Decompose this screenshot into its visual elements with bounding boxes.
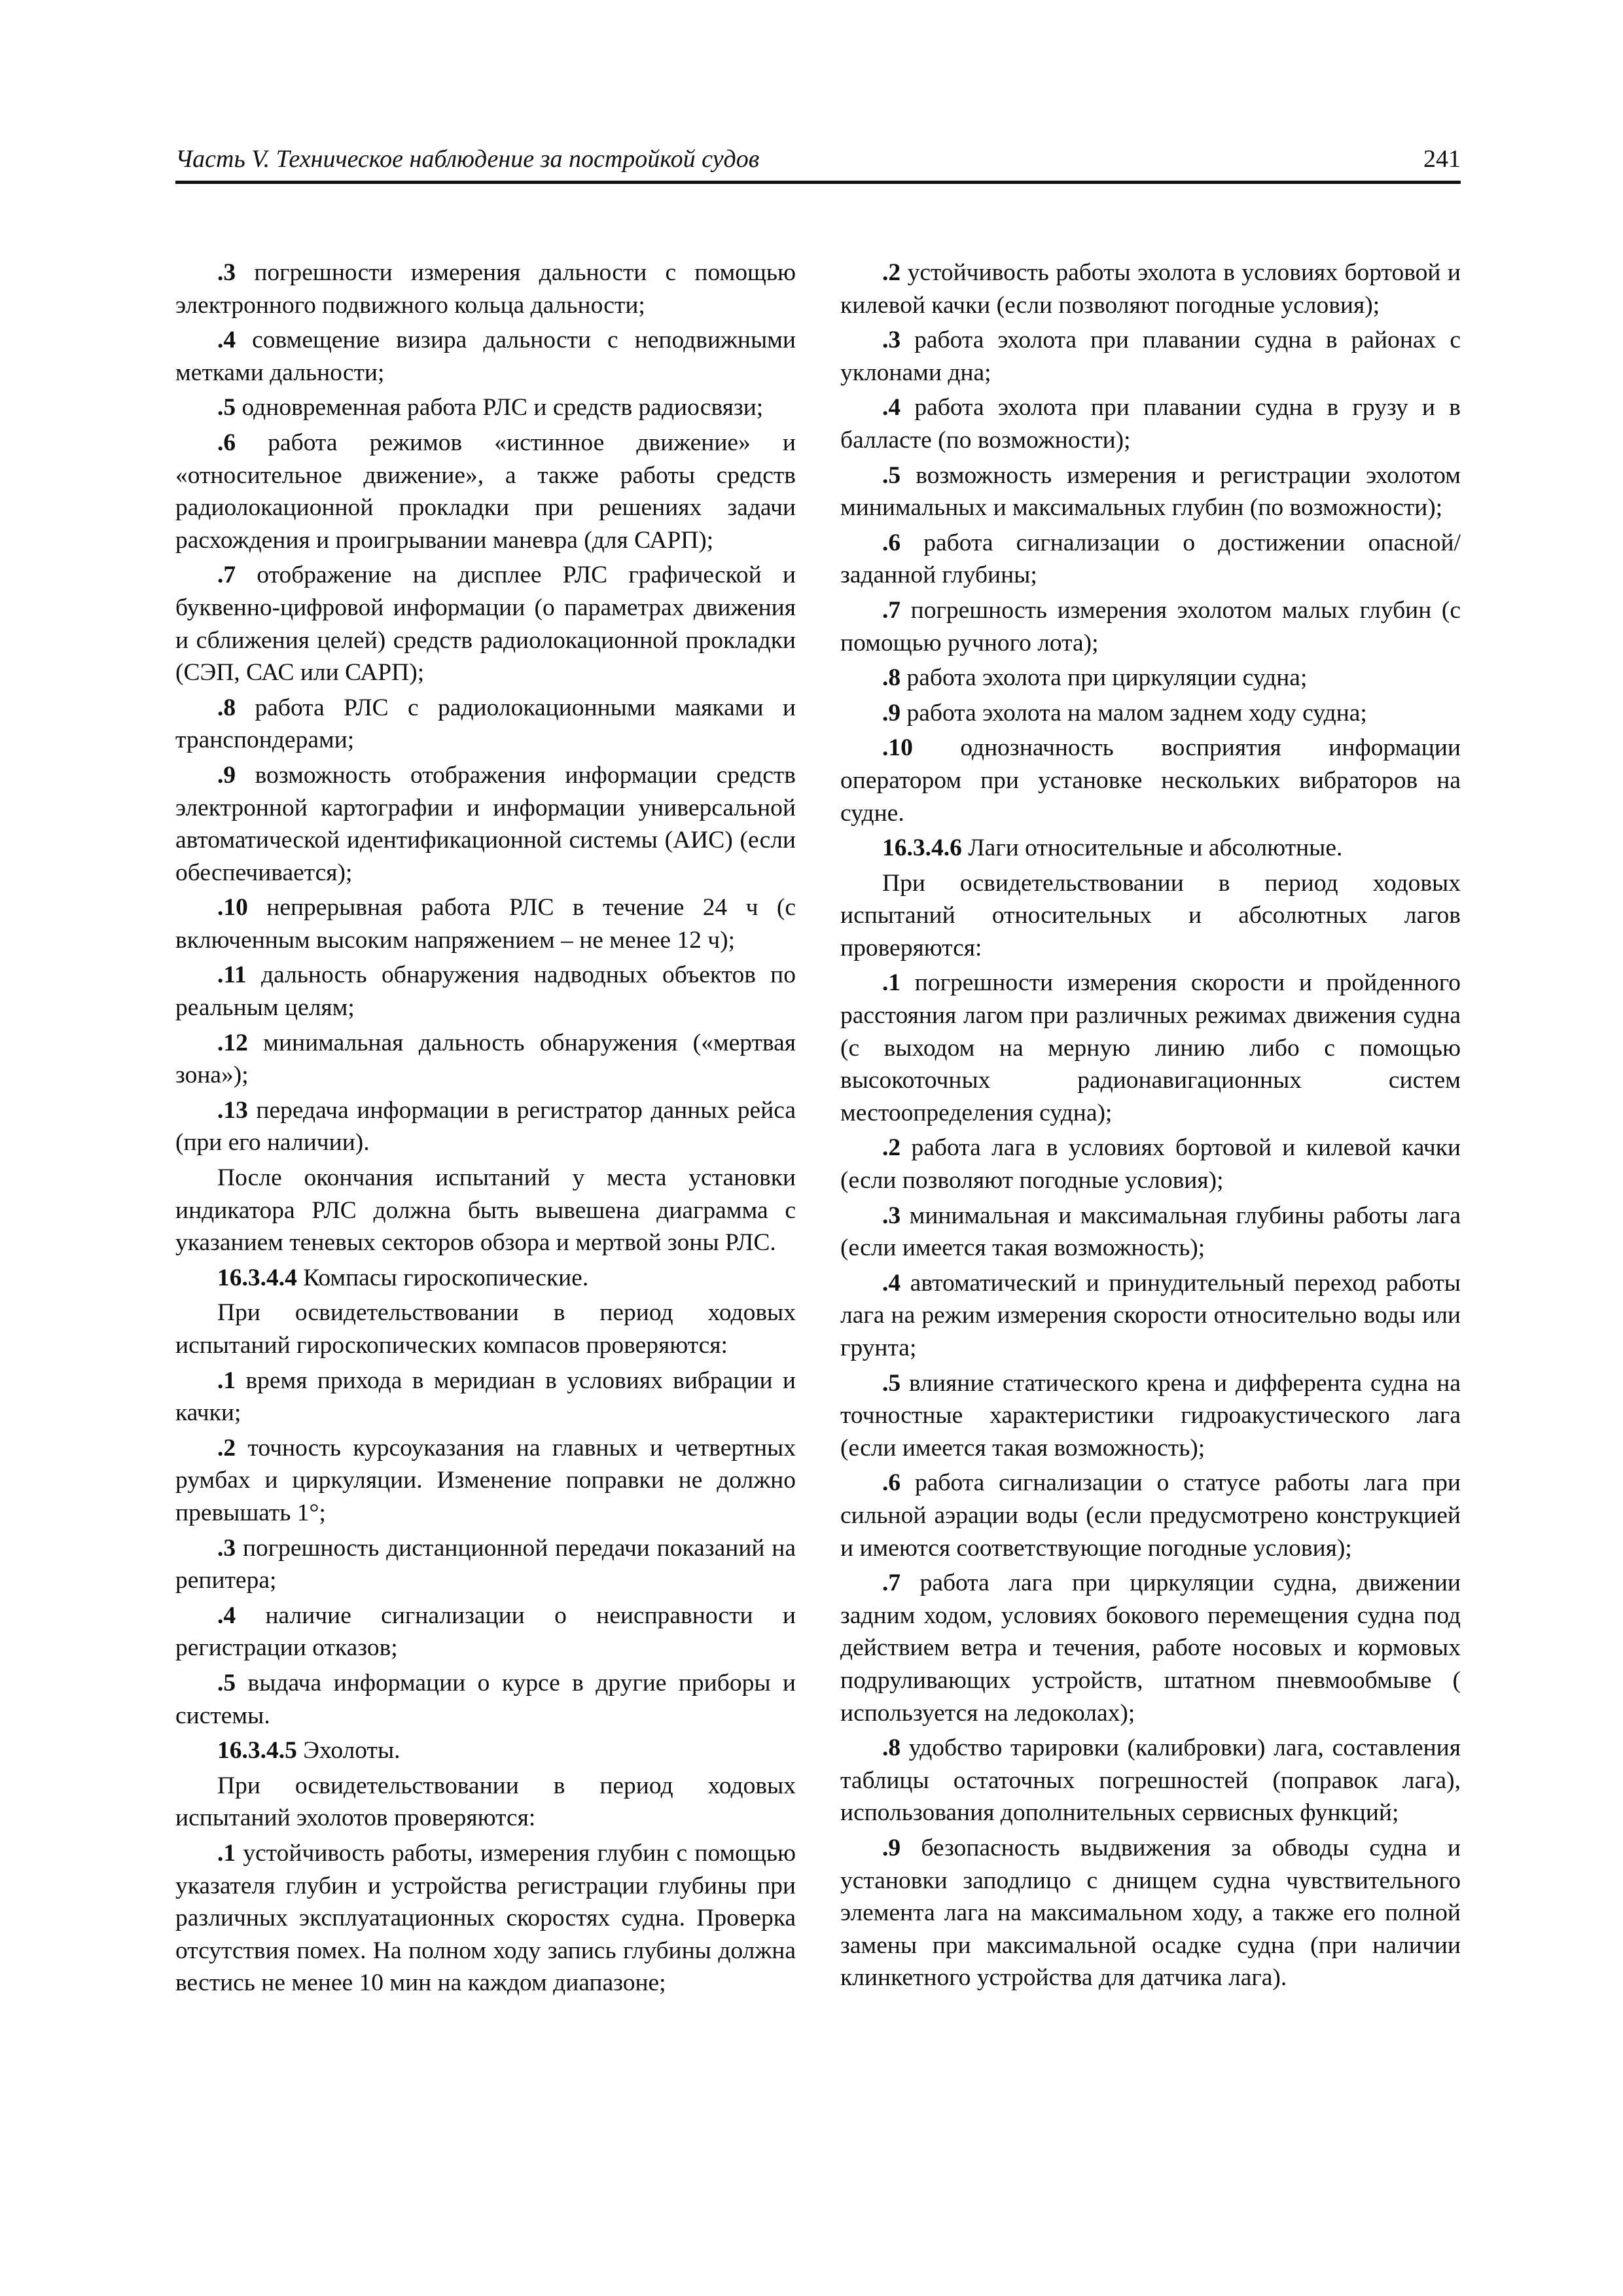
item-number: .5 bbox=[882, 461, 901, 489]
paragraph-text: автоматический и принудительный переход работы лага на режим измерения скорости относительно воды или грунта; bbox=[840, 1269, 1461, 1361]
item-number: .7 bbox=[882, 1570, 901, 1597]
paragraph-text: работа эхолота при плавании судна в районах с уклонами дна; bbox=[840, 327, 1461, 386]
section-heading bbox=[175, 1734, 796, 1767]
paragraph-text: Лаги относительные и абсолютные. bbox=[961, 834, 1343, 862]
paragraph-text: совмещение визира дальности с неподвижными метками дальности; bbox=[175, 327, 796, 386]
list-item bbox=[175, 427, 796, 556]
item-number: .7 bbox=[882, 596, 901, 624]
header-title: Часть V. Техническое наблюдение за постройкой судов bbox=[175, 145, 760, 173]
item-number: .11 bbox=[217, 961, 247, 989]
paragraph-text: погрешности измерения дальности с помощью электронного подвижного кольца дальности; bbox=[175, 259, 796, 319]
item-number: .9 bbox=[882, 699, 901, 726]
list-item bbox=[175, 891, 796, 956]
item-number: .9 bbox=[882, 1834, 901, 1861]
list-item bbox=[840, 324, 1461, 389]
list-item bbox=[175, 959, 796, 1024]
list-item bbox=[840, 732, 1461, 829]
paragraph-text: При освидетельствовании в период ходовых испытаний относительных и абсолютных лагов проверяются: bbox=[840, 869, 1461, 961]
item-number: .3 bbox=[217, 259, 236, 286]
paragraph-text: непрерывная работа РЛС в течение 24 ч (с включенным высоким напряжением – не менее 12 ч); bbox=[175, 894, 796, 954]
list-item bbox=[840, 594, 1461, 659]
item-number: .5 bbox=[217, 1669, 236, 1696]
list-item bbox=[175, 1094, 796, 1159]
item-number: .8 bbox=[882, 664, 901, 692]
list-item bbox=[175, 1837, 796, 2000]
paragraph-text: Эхолоты. bbox=[296, 1737, 401, 1765]
item-number: .5 bbox=[882, 1369, 901, 1397]
paragraph-text: передача информации в регистратор данных рейса (при его наличии). bbox=[175, 1096, 796, 1157]
paragraph-text: работа эхолота при плавании судна в грузу и в балласте (по возможности); bbox=[840, 394, 1461, 454]
paragraph-text: выдача информации о курсе в другие приборы и системы. bbox=[175, 1669, 796, 1729]
paragraph-text: возможность измерения и регистрации эхолотом минимальных и максимальных глубин (по возможности); bbox=[840, 461, 1461, 522]
section-number: 16.3.4.5 bbox=[217, 1737, 297, 1765]
list-item bbox=[840, 1200, 1461, 1265]
item-number: .4 bbox=[217, 1602, 236, 1629]
list-item bbox=[840, 1567, 1461, 1729]
list-item bbox=[840, 1832, 1461, 1994]
item-number: .4 bbox=[882, 1269, 901, 1297]
item-number: .3 bbox=[217, 1534, 236, 1562]
paragraph-text: минимальная и максимальная глубины работы лага (если имеется такая возможность); bbox=[840, 1202, 1461, 1262]
list-item bbox=[840, 391, 1461, 456]
paragraph-text: дальность обнаружения надводных объектов по реальным целям; bbox=[175, 961, 796, 1022]
item-number: .6 bbox=[217, 429, 236, 456]
list-item bbox=[840, 1732, 1461, 1829]
paragraph-text: работа РЛС с радиолокационными маяками и транспондерами; bbox=[175, 694, 796, 754]
paragraph-text: устойчивость работы эхолота в условиях бортовой и килевой качки (если позволяют погодные условия); bbox=[840, 259, 1461, 319]
list-item bbox=[840, 527, 1461, 592]
list-item bbox=[840, 1367, 1461, 1465]
paragraph-text: При освидетельствовании в период ходовых испытаний гироскопических компасов проверяются: bbox=[175, 1299, 796, 1359]
paragraph-text: удобство тарировки (калибровки) лага, составления таблицы остаточных погрешностей (поправок лага), использования дополнительных сервисных функций; bbox=[840, 1734, 1461, 1827]
paragraph bbox=[175, 1162, 796, 1259]
paragraph-text: влияние статического крена и дифферента судна на точностные характеристики гидроакустического лага (если имеется такая возможность); bbox=[840, 1369, 1461, 1462]
item-number: .10 bbox=[217, 894, 248, 922]
list-item bbox=[840, 1132, 1461, 1196]
list-item bbox=[175, 1600, 796, 1664]
paragraph-text: отображение на дисплее РЛС графической и буквенно-цифровой информации (о параметрах движения и сближения целей) средств радиолокационной прокладки (СЭП, САС или САРП); bbox=[175, 562, 796, 687]
list-item bbox=[840, 1467, 1461, 1564]
item-number: .10 bbox=[882, 734, 913, 762]
paragraph-text: После окончания испытаний у места установки индикатора РЛС должна быть вывешена диаграмма с указанием теневых секторов обзора и мертвой зоны РЛС. bbox=[175, 1164, 796, 1257]
page-number: 241 bbox=[1423, 145, 1461, 173]
item-number: .13 bbox=[217, 1096, 248, 1124]
paragraph-text: погрешность дистанционной передачи показаний на репитера; bbox=[175, 1534, 796, 1594]
item-number: .5 bbox=[217, 394, 236, 422]
paragraph-text: время прихода в меридиан в условиях вибрации и качки; bbox=[175, 1367, 796, 1427]
item-number: .7 bbox=[217, 562, 236, 589]
item-number: .9 bbox=[217, 761, 236, 789]
list-item bbox=[840, 1267, 1461, 1365]
section-number: 16.3.4.4 bbox=[217, 1264, 297, 1291]
paragraph-text: точность курсоуказания на главных и четвертных румбах и циркуляции. Изменение поправки не должно превышать 1°; bbox=[175, 1434, 796, 1526]
item-number: .4 bbox=[217, 327, 236, 354]
list-item bbox=[840, 662, 1461, 694]
paragraph-text: возможность отображения информации средств электронной картографии и информации универсальной автоматической идентификационной системы (АИС) (если обеспечивается); bbox=[175, 761, 796, 886]
list-item bbox=[840, 967, 1461, 1129]
paragraph-text: работа эхолота при циркуляции судна; bbox=[901, 664, 1308, 692]
item-number: .2 bbox=[217, 1434, 236, 1462]
section-number: 16.3.4.6 bbox=[882, 834, 962, 862]
item-number: .3 bbox=[882, 1202, 901, 1229]
running-header bbox=[175, 145, 1461, 184]
item-number: .3 bbox=[882, 327, 901, 354]
list-item bbox=[175, 559, 796, 689]
paragraph-text: наличие сигнализации о неисправности и регистрации отказов; bbox=[175, 1602, 796, 1662]
list-item bbox=[175, 324, 796, 389]
item-number: .4 bbox=[882, 394, 901, 422]
item-number: .1 bbox=[217, 1367, 236, 1394]
list-item bbox=[175, 1432, 796, 1530]
list-item bbox=[175, 1365, 796, 1429]
item-number: .1 bbox=[217, 1839, 236, 1867]
item-number: .12 bbox=[217, 1029, 248, 1056]
list-item bbox=[175, 391, 796, 424]
list-item bbox=[175, 257, 796, 321]
list-item bbox=[840, 257, 1461, 321]
list-item bbox=[175, 1667, 796, 1732]
paragraph-text: минимальная дальность обнаружения («мертвая зона»); bbox=[175, 1029, 796, 1089]
paragraph-text: работа лага при циркуляции судна, движении задним ходом, условиях бокового перемещения судна под действием ветра и течения, работе носовых и кормовых подруливающих устройств, штатном пневмообмыве ( используется на ледоколах); bbox=[840, 1570, 1461, 1727]
section-heading bbox=[840, 832, 1461, 865]
paragraph-text: При освидетельствовании в период ходовых испытаний эхолотов проверяются: bbox=[175, 1772, 796, 1832]
paragraph-text: работа сигнализации о достижении опасной/ заданной глубины; bbox=[840, 529, 1461, 589]
list-item bbox=[175, 1027, 796, 1092]
list-item bbox=[175, 759, 796, 889]
paragraph-text: погрешность измерения эхолотом малых глубин (с помощью ручного лота); bbox=[840, 596, 1461, 656]
paragraph bbox=[840, 867, 1461, 965]
item-number: .6 bbox=[882, 1469, 901, 1497]
item-number: .2 bbox=[882, 259, 901, 286]
paragraph-text: Компасы гироскопические. bbox=[296, 1264, 589, 1291]
paragraph-text: погрешности измерения скорости и пройденного расстояния лагом при различных режимах движения судна (с выходом на мерную линию либо с помощью высокоточных радионавигационных систем местоопределения судна); bbox=[840, 969, 1461, 1126]
list-item bbox=[840, 459, 1461, 524]
left-column bbox=[175, 254, 796, 2000]
item-number: .6 bbox=[882, 529, 901, 556]
item-number: .8 bbox=[882, 1734, 901, 1762]
paragraph-text: однозначность восприятия информации оператором при установке нескольких вибраторов на судне. bbox=[840, 734, 1461, 827]
paragraph-text: работа эхолота на малом заднем ходу судна; bbox=[901, 699, 1367, 726]
item-number: .2 bbox=[882, 1134, 901, 1162]
paragraph-text: работа режимов «истинное движение» и «относительное движение», а также работы средств радиолокационной прокладки при решениях задачи расхождения и проигрывании маневра (для САРП); bbox=[175, 429, 796, 554]
list-item bbox=[840, 697, 1461, 730]
paragraph-text: работа лага в условиях бортовой и килевой качки (если позволяют погодные условия); bbox=[840, 1134, 1461, 1194]
right-column bbox=[840, 254, 1461, 1994]
paragraph-text: устойчивость работы, измерения глубин с помощью указателя глубин и устройства регистрации глубины при различных эксплуатационных скоростях судна. Проверка отсутствия помех. На полном ходу запись глубины должна вестись не менее 10 мин на каждом диапазоне; bbox=[175, 1839, 796, 1997]
paragraph bbox=[175, 1770, 796, 1835]
list-item bbox=[175, 692, 796, 757]
paragraph-text: одновременная работа РЛС и средств радиосвязи; bbox=[236, 394, 764, 422]
list-item bbox=[175, 1532, 796, 1597]
paragraph bbox=[175, 1297, 796, 1361]
item-number: .8 bbox=[217, 694, 236, 721]
section-heading bbox=[175, 1262, 796, 1295]
item-number: .1 bbox=[882, 969, 901, 997]
paragraph-text: безопасность выдвижения за обводы судна и установки заподлицо с днищем судна чувствительного элемента лага на максимальном ходу, а также его полной замены при максимальной осадке судна (при наличии клинкетного устройства для датчика лага). bbox=[840, 1834, 1461, 1992]
paragraph-text: работа сигнализации о статусе работы лага при сильной аэрации воды (если предусмотрено конструкцией и имеются соответствующие погодные условия); bbox=[840, 1469, 1461, 1562]
